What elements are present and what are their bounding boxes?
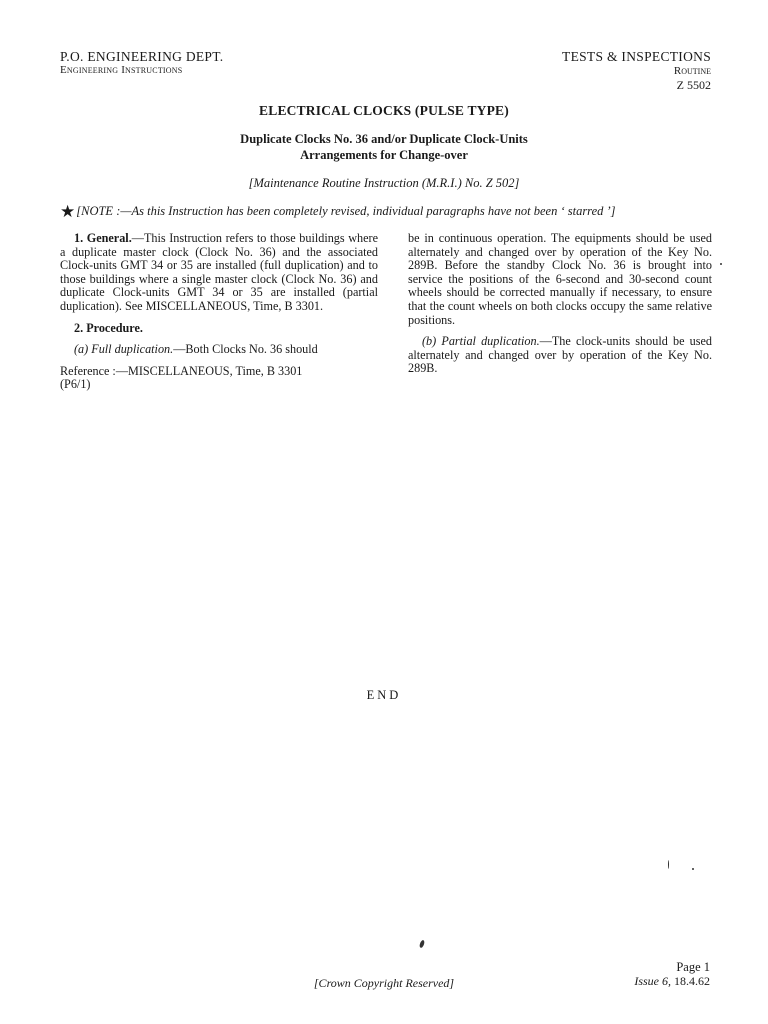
crown-copyright: [Crown Copyright Reserved]	[313, 976, 455, 990]
issue-date: 18.4.62	[674, 974, 710, 988]
revision-note-text: [NOTE :—As this Instruction has been completely revised, individual paragraphs have not been ‘ starred ’]	[76, 204, 616, 218]
section-general	[60, 232, 378, 314]
general-text: —This Instruction refers to those buildings where a duplicate master clock (Clock No. 36) and the associated Clock-units GMT 34 or 35 are installed (full duplication) and to those buildings where a single master clock (Clock No. 36) and duplicate Clock-units GMT 34 or 35 are installed (partial duplication). See MISCELLANEOUS, Time, B 3301.	[60, 231, 379, 313]
end-marker: END	[366, 688, 402, 702]
issue-info	[634, 974, 710, 989]
scan-speck	[692, 868, 694, 870]
header-tests-inspections: TESTS & INSPECTIONS	[562, 49, 711, 64]
page-number: Page 1	[676, 960, 710, 974]
mri-reference: [Maintenance Routine Instruction (M.R.I.) No. Z 502]	[248, 176, 520, 190]
scan-speck	[419, 940, 425, 949]
general-heading: 1. General.	[74, 231, 132, 245]
reference-line: Reference :—MISCELLANEOUS, Time, B 3301	[60, 363, 303, 378]
header-department: P.O. ENGINEERING DEPT.	[60, 49, 224, 64]
procedure-heading: 2. Procedure.	[74, 320, 143, 335]
partial-duplication-text: —The clock-units should be used alternately and changed over by operation of the Key No. 289B.	[408, 334, 712, 376]
revision-note	[60, 202, 715, 222]
section-procedure-heading	[60, 322, 378, 336]
full-duplication-text-continued: be in continuous operation. The equipments should be used alternately and changed over by operation of the Key No. 289B. Before the standby Clock No. 36 is brought into service the positions of the 6-second and 30-second count wheels should be corrected manually if necessary, to ensure that the count wheels on both clocks occupy the same relative positions.	[408, 231, 712, 327]
header-document-number: Z 5502	[676, 78, 711, 92]
document-subtitle-line2: Arrangements for Change-over	[300, 148, 468, 162]
document-title: ELECTRICAL CLOCKS (PULSE TYPE)	[259, 103, 509, 118]
issue-label: Issue 6,	[634, 974, 671, 988]
full-duplication-label: (a) Full duplication.	[74, 342, 174, 357]
paragraph-partial-duplication	[408, 335, 712, 376]
left-column	[60, 232, 378, 392]
scan-speck	[720, 263, 722, 265]
partial-duplication-label: (b) Partial duplication.	[422, 334, 540, 349]
header-routine: Routine	[673, 65, 711, 77]
right-column	[408, 232, 712, 384]
scan-speck	[668, 860, 669, 869]
document-subtitle-line1: Duplicate Clocks No. 36 and/or Duplicate Clock-Units	[240, 132, 528, 146]
paragraph-full-duplication-start	[60, 343, 378, 357]
header-engineering-instructions: Engineering Instructions	[60, 64, 183, 76]
full-duplication-text-start: —Both Clocks No. 36 should	[173, 342, 318, 357]
star-icon: ★	[60, 202, 76, 221]
reference-code: (P6/1)	[60, 377, 91, 392]
